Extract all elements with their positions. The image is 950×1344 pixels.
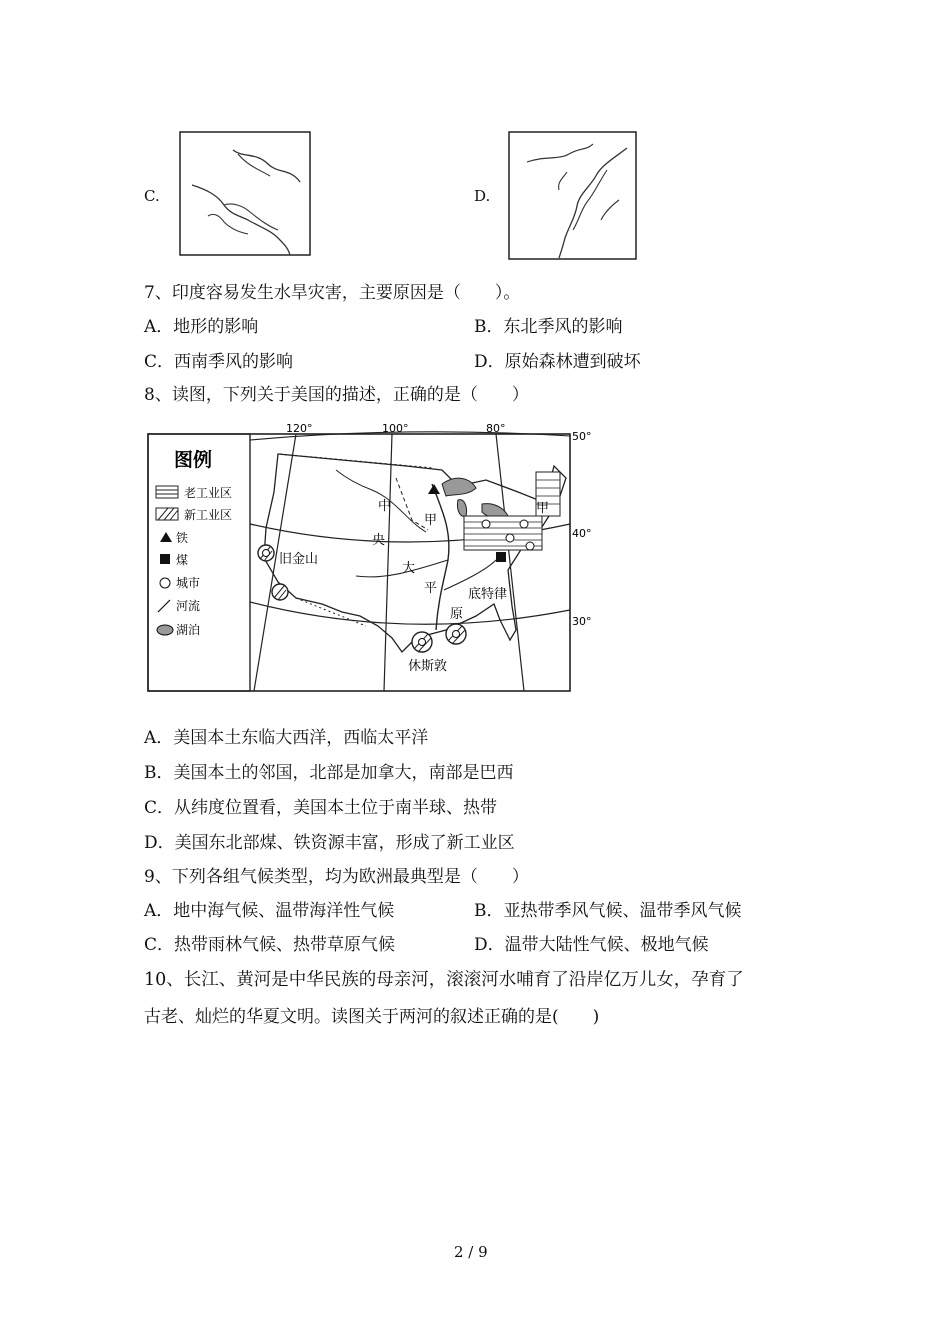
q7-option-d[interactable]: D．原始森林遭到破坏: [474, 352, 641, 372]
city-1: [482, 520, 490, 528]
q7-option-c[interactable]: C．西南季风的影响: [144, 352, 294, 372]
label-jia-1: 甲: [424, 513, 438, 528]
q9-option-d[interactable]: D．温带大陆性气候、极地气候: [474, 935, 709, 955]
page-number: 2 / 9: [454, 1243, 488, 1261]
q10-stem-line2: 古老、灿烂的华夏文明。读图关于两河的叙述正确的是( ): [144, 1007, 600, 1027]
legend-iron: 铁: [176, 531, 189, 545]
q8-option-c[interactable]: C．从纬度位置看，美国本土位于南半球、热带: [144, 798, 498, 818]
q8-option-d[interactable]: D．美国东北部煤、铁资源丰富，形成了新工业区: [144, 833, 515, 853]
lon-120: 120°: [286, 422, 313, 435]
q8-option-b[interactable]: B．美国本土的邻国，北部是加拿大，南部是巴西: [144, 763, 514, 783]
legend-lake-symbol: [157, 625, 173, 635]
label-ping: 平: [424, 581, 438, 596]
legend-city: 城市: [176, 576, 201, 590]
label-zhong: 中: [378, 499, 392, 514]
usa-map: [146, 420, 606, 696]
legend-coal-symbol: [160, 554, 170, 564]
q7-option-b[interactable]: B．东北季风的影响: [474, 317, 623, 337]
label-da: 大: [402, 561, 416, 576]
lon-100: 100°: [382, 422, 409, 435]
label-yuan: 原: [450, 607, 464, 622]
label-houston: 休斯敦: [408, 659, 448, 674]
coal-marker: [496, 552, 506, 562]
legend-new-industry-symbol: [156, 508, 178, 520]
river-map-c: [178, 130, 313, 258]
label-detroit: 底特律: [468, 587, 508, 602]
city-2: [520, 520, 528, 528]
q8-option-a[interactable]: A．美国本土东临大西洋，西临太平洋: [144, 728, 429, 748]
legend-new-industry: 新工业区: [184, 508, 233, 522]
legend-coal: 煤: [176, 553, 189, 567]
lon-80: 80°: [486, 422, 506, 435]
lat-30: 30°: [572, 615, 592, 628]
label-yang: 央: [372, 533, 386, 548]
legend-river: 河流: [176, 599, 201, 613]
lat-50: 50°: [572, 430, 592, 443]
q9-option-b[interactable]: B．亚热带季风气候、温带季风气候: [474, 901, 742, 921]
lat-40: 40°: [572, 527, 592, 540]
map-frame: [148, 434, 570, 691]
q9-option-c[interactable]: C．热带雨林气候、热带草原气候: [144, 935, 396, 955]
label-san-francisco: 旧金山: [279, 552, 319, 567]
option-d-label: D.: [474, 187, 491, 205]
label-jia-2: 甲: [536, 501, 550, 516]
legend-title: 图例: [174, 449, 213, 471]
q9-option-a[interactable]: A．地中海气候、温带海洋性气候: [144, 901, 395, 921]
city-houston: [419, 639, 426, 646]
q10-stem-line1: 10、长江、黄河是中华民族的母亲河，滚滚河水哺育了沿岸亿万儿女，孕育了: [144, 970, 744, 990]
city-detroit: [506, 534, 514, 542]
new-industry-la: [272, 584, 288, 600]
q7-stem: 7、印度容易发生水旱灾害，主要原因是（ ）。: [144, 283, 521, 303]
q9-stem: 9、下列各组气候类型，均为欧洲最典型是（ ）: [144, 867, 529, 887]
city-new-orleans: [453, 631, 460, 638]
city-3: [526, 542, 534, 550]
legend-city-symbol: [160, 578, 170, 588]
legend-old-industry-symbol: [156, 486, 178, 498]
river-map-d: [507, 130, 639, 262]
legend-lake: 湖泊: [176, 623, 201, 637]
legend-old-industry: 老工业区: [184, 486, 233, 500]
q8-stem: 8、读图，下列关于美国的描述，正确的是（ ）: [144, 385, 529, 405]
city-san-francisco: [263, 550, 270, 557]
q7-option-a[interactable]: A．地形的影响: [144, 317, 259, 337]
option-c-label: C.: [144, 187, 160, 205]
